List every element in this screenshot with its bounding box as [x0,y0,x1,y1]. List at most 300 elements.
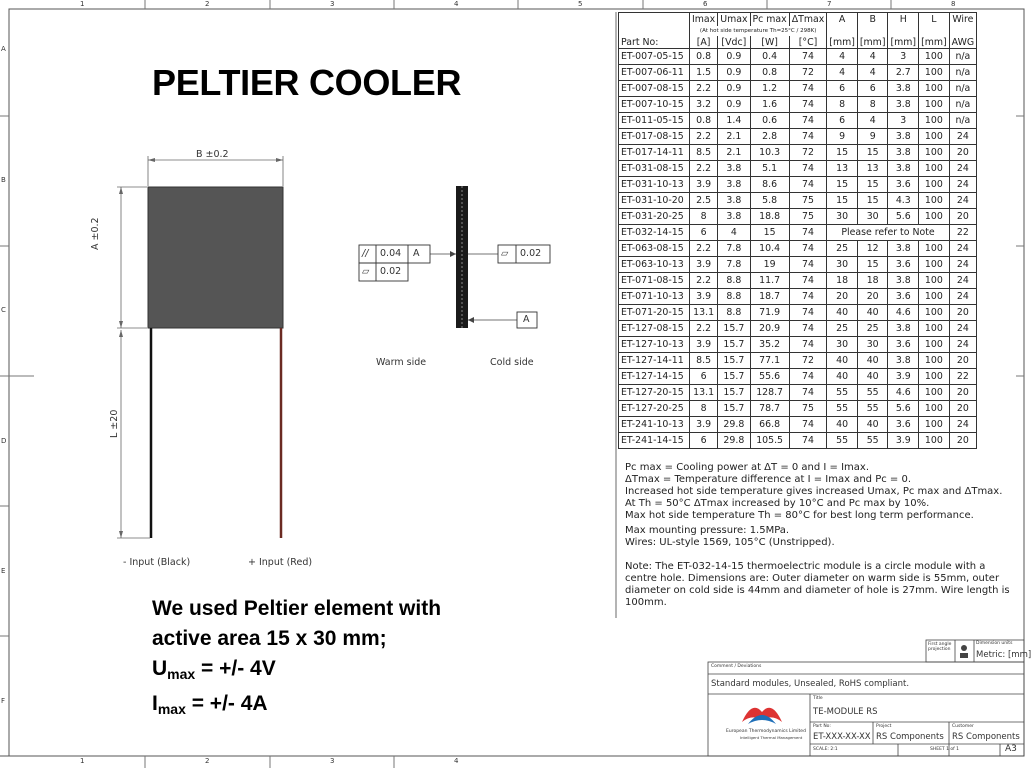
table-cell: 20 [949,385,976,401]
table-header-cell [619,13,690,27]
table-cell: 3.8 [888,241,919,257]
table-cell: 6 [827,81,858,97]
table-row [619,241,977,257]
dimension-units-label: Dimension units [976,641,1013,646]
table-header-cell: [mm] [888,36,919,49]
table-header-cell: ΔTmax [789,13,827,27]
table-cell: 4.6 [888,305,919,321]
table-cell: 3.6 [888,177,919,193]
table-cell: 20.9 [750,321,789,337]
table-cell: ET-127-14-15 [619,369,690,385]
table-cell: 20 [857,289,888,305]
table-cell: 40 [857,353,888,369]
table-cell: 100 [919,65,950,81]
table-cell: 9 [827,129,858,145]
table-cell: 55 [827,401,858,417]
table-cell: 29.8 [718,433,750,449]
table-cell: 74 [789,257,827,273]
company-name: European Thermodynamics Limited [726,729,806,734]
table-cell: 72 [789,65,827,81]
table-cell: 100 [919,417,950,433]
table-cell: 100 [919,177,950,193]
caption-umax [152,654,441,689]
zone-letter-e: E [1,567,6,575]
flatness-icon: ▱ [501,248,509,259]
imax-subscript: max [157,701,186,717]
table-header-cell: Umax [718,13,750,27]
table-cell: 4 [857,49,888,65]
notes-block [625,462,1020,612]
table-cell: 24 [949,337,976,353]
table-row [619,273,977,289]
table-cell: 75 [789,209,827,225]
table-cell: 100 [919,145,950,161]
table-cell: 4 [827,49,858,65]
table-cell: 72 [789,145,827,161]
table-cell: 18.8 [750,209,789,225]
table-cell: 3.2 [690,97,718,113]
table-cell: 15.7 [718,369,750,385]
table-cell: ET-241-14-15 [619,433,690,449]
table-cell: 9 [857,129,888,145]
table-cell: 128.7 [750,385,789,401]
table-cell: 24 [949,177,976,193]
table-header-cell: AWG [949,36,976,49]
table-row [619,401,977,417]
table-cell: 3.9 [690,417,718,433]
table-cell: 20 [949,305,976,321]
size-value: A3 [1005,744,1017,754]
table-header-cell: [°C] [789,36,827,49]
table-cell: 8 [690,401,718,417]
table-cell: 30 [827,209,858,225]
table-cell: 74 [789,225,827,241]
table-cell: 0.6 [750,113,789,129]
table-cell: ET-031-20-25 [619,209,690,225]
table-cell: 0.8 [690,49,718,65]
table-cell: 0.4 [750,49,789,65]
table-row [619,97,977,113]
table-cell: ET-007-05-15 [619,49,690,65]
zone-letter-c: C [1,306,6,314]
table-cell: 19 [750,257,789,273]
input-black-label: - Input (Black) [123,557,191,568]
table-cell: 100 [919,113,950,129]
table-row [619,369,977,385]
table-cell: 15 [857,257,888,273]
company-tagline: Intelligent Thermal Management [740,735,803,740]
table-header-cell: [W] [750,36,789,49]
input-red-label: + Input (Red) [248,557,313,568]
tolerance-parallel-value: 0.04 [380,248,402,259]
table-cell: 3.8 [888,161,919,177]
table-cell: 77.1 [750,353,789,369]
table-cell: 0.8 [690,113,718,129]
table-header-cell: A [827,13,858,27]
table-cell: 3.8 [888,81,919,97]
scale-label: SCALE: 2:1 [813,747,838,752]
zone-number-5: 5 [578,0,583,8]
table-cell: 4 [718,225,750,241]
table-cell: ET-071-10-13 [619,289,690,305]
table-cell: 3.9 [888,369,919,385]
tolerance-parallel-symbol: // [362,248,369,259]
table-cell: ET-031-10-20 [619,193,690,209]
cold-side-label: Cold side [490,357,534,368]
table-header-cell: [mm] [919,36,950,49]
table-cell: ET-011-05-15 [619,113,690,129]
table-header-cell: L [919,13,950,27]
caption-imax [152,689,441,724]
table-cell: 15 [827,177,858,193]
table-cell: 100 [919,305,950,321]
table-cell: 15 [827,193,858,209]
zone-number-3: 3 [330,0,335,8]
table-cell: 100 [919,321,950,337]
table-cell: 1.4 [718,113,750,129]
table-cell: 3.6 [888,337,919,353]
table-cell: 3.9 [888,433,919,449]
table-cell: 100 [919,369,950,385]
table-header-cell: [mm] [827,36,858,49]
table-row [619,129,977,145]
table-cell: 55 [857,385,888,401]
zone-letter-d: D [1,437,7,445]
table-cell: 0.9 [718,49,750,65]
table-row [619,81,977,97]
table-row [619,385,977,401]
table-cell: 22 [949,369,976,385]
table-cell: 3.8 [718,177,750,193]
table-cell: 12 [857,241,888,257]
table-cell: 30 [827,337,858,353]
table-cell: 74 [789,289,827,305]
note-pcmax: Pc max = Cooling power at ΔT = 0 and I = Imax. [625,462,870,473]
table-cell: 4.3 [888,193,919,209]
table-cell: 55.6 [750,369,789,385]
table-cell: 100 [919,401,950,417]
table-cell: 74 [789,161,827,177]
table-cell: n/a [949,81,976,97]
table-cell: 15.7 [718,353,750,369]
table-cell: 6 [827,113,858,129]
table-cell: 25 [827,321,858,337]
table-cell: 18 [827,273,858,289]
table-cell: 24 [949,193,976,209]
table-header-note-row [619,26,977,36]
table-cell: 25 [857,321,888,337]
customer-label: Customer [952,724,974,729]
table-cell: ET-031-10-13 [619,177,690,193]
table-header-cell: [mm] [857,36,888,49]
table-cell: 40 [827,417,858,433]
table-cell: 55 [827,433,858,449]
table-header-cell [919,26,950,36]
table-cell: 15 [857,193,888,209]
table-cell: 2.1 [718,129,750,145]
table-cell: 3.8 [888,273,919,289]
table-cell: ET-241-10-13 [619,417,690,433]
table-header-cell: Wire [949,13,976,27]
umax-subscript: max [167,666,196,682]
table-cell: 20 [827,289,858,305]
table-cell: 2.2 [690,321,718,337]
table-cell: ET-071-08-15 [619,273,690,289]
customer-value: RS Components [952,732,1020,742]
table-cell: 40 [827,369,858,385]
table-cell: 3.8 [888,321,919,337]
dimension-a-label: A ±0.2 [90,217,101,250]
table-header-row [619,13,977,27]
table-cell: 4.6 [888,385,919,401]
table-row [619,193,977,209]
table-row [619,353,977,369]
zone-number-bottom-4: 4 [454,757,459,765]
table-cell: n/a [949,65,976,81]
table-cell: 8.8 [718,273,750,289]
note-pressure: Max mounting pressure: 1.5MPa. [625,525,790,536]
table-cell: 74 [789,433,827,449]
table-cell: 30 [857,337,888,353]
comment-value: Standard modules, Unsealed, RoHS compliant. [711,679,910,689]
table-cell: 29.8 [718,417,750,433]
table-cell: 3.8 [888,97,919,113]
project-label: Project [876,724,892,729]
table-cell: 7.8 [718,241,750,257]
flatness-icon: ▱ [362,266,370,277]
table-cell: 2.5 [690,193,718,209]
table-cell: 74 [789,81,827,97]
table-cell: 100 [919,161,950,177]
table-cell: 5.6 [888,209,919,225]
zone-number-8: 8 [951,0,956,8]
table-cell: 15 [750,225,789,241]
table-cell: 100 [919,337,950,353]
caption [152,594,441,724]
table-cell: ET-127-20-15 [619,385,690,401]
table-header-cell [857,26,888,36]
note-dtmax: ΔTmax = Temperature difference at I = Imax and Pc = 0. [625,474,912,485]
comment-label: Comment / Deviations [711,664,762,669]
table-row [619,225,977,241]
table-cell: 24 [949,129,976,145]
table-cell: 15 [827,145,858,161]
table-cell: 2.2 [690,241,718,257]
projection-label: First angle projection [928,642,952,652]
table-cell: 5.1 [750,161,789,177]
caption-line-1: We used Peltier element with [152,597,442,620]
zone-number-6: 6 [703,0,708,8]
umax-symbol: U [152,657,168,680]
table-cell: Please refer to Note [827,225,949,241]
note-circle-module: Note: The ET-032-14-15 thermoelectric module is a circle module with a centre hole. Dimensions are: Outer diameter on warm side is 55mm, outer diameter on cold side is 44mm and diameter of hole is 27mm. Wire length is 100mm. [625,561,1010,608]
table-cell: 2.8 [750,129,789,145]
partno-value: ET-XXX-XX-XX [813,732,871,742]
table-cell: 3.6 [888,417,919,433]
table-cell: ET-063-08-15 [619,241,690,257]
table-cell: 3.9 [690,257,718,273]
table-cell: 4 [857,113,888,129]
table-cell: 72 [789,353,827,369]
table-row [619,257,977,273]
table-cell: 75 [789,193,827,209]
table-cell: ET-032-14-15 [619,225,690,241]
title-label: Title [813,696,823,701]
table-header-cell: Imax [690,13,718,27]
table-cell: 0.9 [718,65,750,81]
table-cell: 100 [919,241,950,257]
table-cell: 105.5 [750,433,789,449]
table-cell: 74 [789,305,827,321]
table-cell: 100 [919,289,950,305]
table-cell: 74 [789,241,827,257]
table-cell: 4 [857,65,888,81]
project-value: RS Components [876,732,944,742]
table-cell: 6 [690,433,718,449]
table-header-cell: Pc max [750,13,789,27]
table-cell: 24 [949,273,976,289]
table-cell: 24 [949,289,976,305]
table-cell: 3.9 [690,337,718,353]
table-cell: 6 [857,81,888,97]
table-cell: 100 [919,273,950,289]
zone-letter-a: A [1,45,6,53]
table-cell: 24 [949,417,976,433]
table-cell: 2.2 [690,81,718,97]
table-cell: 75 [789,401,827,417]
table-cell: 100 [919,353,950,369]
table-cell: 24 [949,161,976,177]
table-cell: 3.8 [718,209,750,225]
table-cell: 7.8 [718,257,750,273]
table-cell: 18.7 [750,289,789,305]
table-cell: 100 [919,385,950,401]
table-cell: 20 [949,433,976,449]
zone-letter-b: B [1,176,6,184]
table-cell: 10.4 [750,241,789,257]
table-cell: ET-127-08-15 [619,321,690,337]
table-cell: ET-007-10-15 [619,97,690,113]
table-cell: 55 [827,385,858,401]
zone-number-bottom-1: 1 [80,757,85,765]
table-cell: 74 [789,177,827,193]
table-cell: 2.2 [690,273,718,289]
table-cell: 78.7 [750,401,789,417]
table-cell: 15 [857,177,888,193]
table-cell: 8 [857,97,888,113]
umax-value: = +/- 4V [195,657,276,680]
table-header-cell [827,26,858,36]
table-cell: 74 [789,129,827,145]
table-cell: 5.6 [888,401,919,417]
sheet-label: SHEET 1 of 1 [930,747,960,752]
table-cell: ET-007-06-11 [619,65,690,81]
table-header-cell: H [888,13,919,27]
table-cell: 74 [789,113,827,129]
table-header-units-row [619,36,977,49]
table-cell: 4 [827,65,858,81]
table-header-cell [949,26,976,36]
table-cell: 15 [857,145,888,161]
table-cell: 5.8 [750,193,789,209]
dimension-l-label: L ±20 [109,409,120,438]
table-cell: ET-063-10-13 [619,257,690,273]
table-row [619,417,977,433]
table-cell: 3.8 [888,353,919,369]
table-cell: 0.9 [718,97,750,113]
table-row [619,49,977,65]
table-cell: 15.7 [718,337,750,353]
table-cell: 1.6 [750,97,789,113]
table-cell: 100 [919,49,950,65]
table-cell: 8.6 [750,177,789,193]
table-row [619,433,977,449]
table-cell: 15.7 [718,401,750,417]
datum-label: A [523,314,530,325]
table-header-cell: [A] [690,36,718,49]
table-header-note: (At hot side temperature Th=25°C / 298K) [690,26,827,36]
table-cell: 40 [857,417,888,433]
zone-letter-f: F [1,697,6,705]
table-cell: 8.8 [718,289,750,305]
table-cell: 15.7 [718,385,750,401]
table-row [619,161,977,177]
zone-number-bottom-3: 3 [330,757,335,765]
table-cell: 100 [919,193,950,209]
table-cell: 74 [789,417,827,433]
zone-number-1: 1 [80,0,85,8]
table-cell: 20 [949,401,976,417]
table-row [619,337,977,353]
partno-label: Part No: [813,724,831,729]
zone-number-2: 2 [205,0,210,8]
table-header-cell: B [857,13,888,27]
table-cell: 30 [857,209,888,225]
table-cell: 2.2 [690,161,718,177]
module-front-view [117,156,283,538]
table-cell: ET-031-08-15 [619,161,690,177]
table-cell: 1.5 [690,65,718,81]
table-row [619,321,977,337]
table-cell: 24 [949,241,976,257]
table-cell: 71.9 [750,305,789,321]
table-cell: 100 [919,209,950,225]
table-cell: 15.7 [718,321,750,337]
table-row [619,305,977,321]
table-cell: 6 [690,225,718,241]
title-value: TE-MODULE RS [813,707,878,717]
table-header-cell [888,26,919,36]
dimension-b-label: B ±0.2 [196,149,229,160]
table-cell: 25 [827,241,858,257]
table-cell: n/a [949,113,976,129]
table-cell: 74 [789,273,827,289]
spec-table [618,12,977,449]
table-row [619,177,977,193]
note-max-hot-side: Max hot side temperature Th = 80°C for best long term performance. [625,510,974,521]
zone-number-7: 7 [827,0,832,8]
table-cell: 24 [949,257,976,273]
caption-line-2: active area 15 x 30 mm; [152,627,387,650]
table-cell: 3.8 [718,161,750,177]
table-cell: 100 [919,81,950,97]
table-cell: 0.8 [750,65,789,81]
table-cell: 3.6 [888,257,919,273]
table-header-cell [619,26,690,36]
table-cell: 8 [827,97,858,113]
table-cell: 3.8 [888,129,919,145]
table-row [619,289,977,305]
